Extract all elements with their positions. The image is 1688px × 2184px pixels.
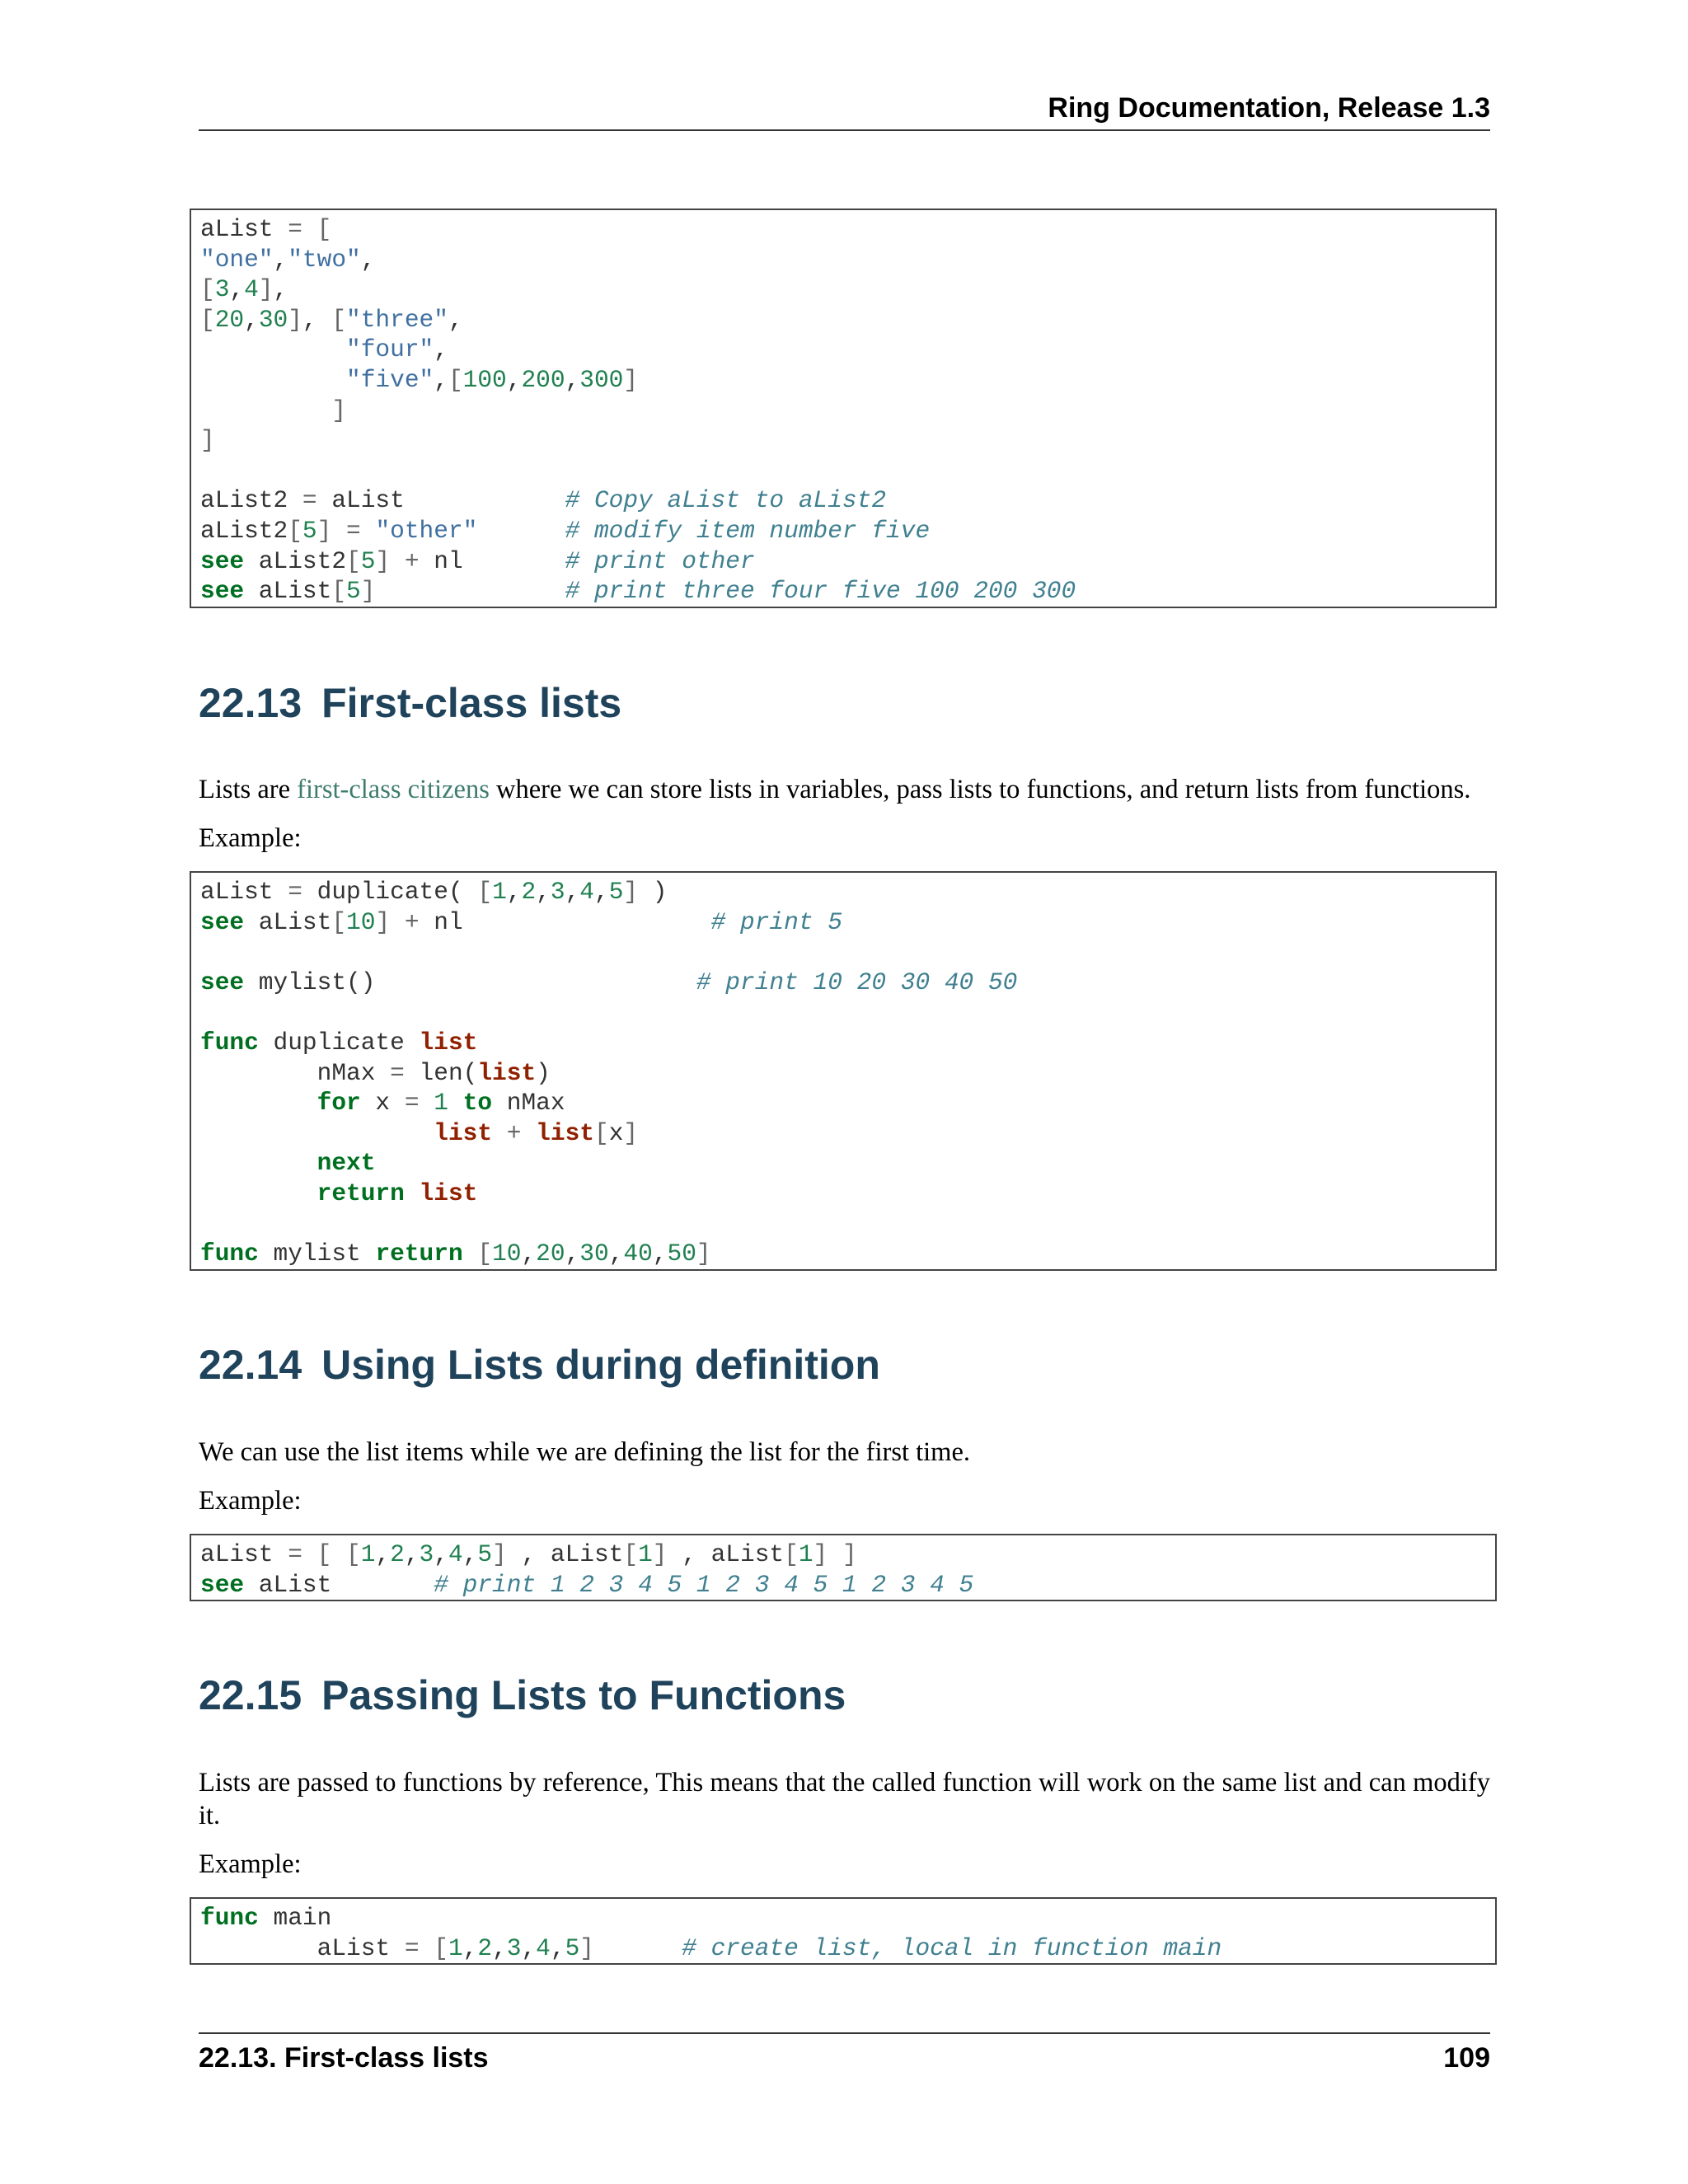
number-token: 4 (244, 275, 259, 304)
operator-token: = (288, 1540, 302, 1568)
page-number: 109 (1443, 2042, 1490, 2074)
code-text: aList (244, 577, 332, 606)
keyword-token: func (200, 1904, 259, 1932)
code-text: , (360, 245, 376, 274)
operator-token: ] (360, 577, 376, 606)
operator-token: [ (331, 305, 347, 334)
operator-token: ] (200, 426, 215, 455)
code-text: , (462, 1540, 478, 1568)
code-text (200, 366, 346, 394)
number-token: 30 (258, 305, 288, 334)
keyword-token: return (316, 1179, 405, 1207)
code-text: , aList (506, 1540, 624, 1568)
code-text: aList2 (200, 516, 288, 545)
comment-token: # print other (565, 546, 755, 575)
operator-token: [ (346, 1540, 361, 1568)
code-text: x (608, 1118, 624, 1147)
number-token: 4 (579, 878, 594, 906)
number-token: 4 (536, 1933, 551, 1962)
paragraph-definition: We can use the list items while we are defining the list for the first time. (199, 1437, 971, 1467)
number-token: 3 (550, 878, 565, 906)
code-text: , (565, 878, 580, 906)
code-text (200, 1179, 317, 1207)
code-text: x (360, 1089, 405, 1118)
code-line (200, 274, 1495, 305)
number-token: 5 (346, 577, 361, 606)
comment-token: # Copy aList to aList2 (565, 486, 887, 515)
code-line (200, 335, 1495, 365)
section-number: 22.13 (199, 680, 302, 726)
operator-token: ] (623, 1118, 639, 1147)
number-token: 5 (608, 878, 624, 906)
code-line (200, 1209, 1495, 1240)
operator-token: [ (331, 907, 347, 936)
code-text (448, 1089, 463, 1117)
comment-token: # print three four five 100 200 300 (565, 577, 1076, 606)
builtin-token: list (536, 1118, 594, 1147)
code-text: nl (419, 907, 711, 936)
code-text (200, 396, 331, 424)
operator-token: ] (258, 275, 274, 304)
keyword-token: func (200, 1028, 259, 1057)
example-label: Example: (199, 1849, 302, 1879)
string-token: "one" (200, 245, 274, 274)
code-text: aList2 (200, 486, 302, 515)
number-token: 5 (477, 1540, 493, 1568)
code-text: , (434, 335, 448, 364)
operator-token: ] (623, 365, 639, 394)
code-text: aList (200, 1540, 288, 1568)
code-text (331, 1540, 346, 1568)
code-block-definition (190, 1534, 1497, 1601)
builtin-token: list (434, 1118, 493, 1147)
code-text (200, 1089, 317, 1117)
number-token: 3 (214, 275, 230, 304)
code-text (420, 1934, 434, 1962)
section-title: Passing Lists to Functions (321, 1672, 846, 1718)
operator-token: ] (316, 516, 332, 545)
operator-token: [ (316, 1540, 332, 1568)
comment-token: # print 5 (710, 907, 842, 936)
code-line (200, 485, 1495, 516)
code-text (420, 1089, 434, 1117)
code-line (200, 1028, 1495, 1058)
code-text: aList (200, 215, 288, 243)
builtin-token: list (477, 1058, 537, 1087)
code-line (200, 1570, 1495, 1601)
string-token: "five" (346, 365, 434, 394)
code-line (200, 365, 1495, 396)
keyword-token: for (316, 1089, 361, 1118)
number-token: 2 (390, 1540, 405, 1568)
code-text: main (258, 1904, 332, 1932)
code-text: , (273, 275, 288, 304)
code-text (477, 517, 565, 545)
code-text: aList2 (244, 546, 347, 575)
keyword-token: return (375, 1240, 463, 1268)
operator-token: ] (331, 396, 347, 424)
code-line (200, 396, 1495, 426)
section-heading-22-14 (199, 1341, 880, 1389)
code-line (200, 1058, 1495, 1089)
code-text: , (448, 305, 463, 334)
operator-token: + (404, 546, 420, 575)
keyword-token: see (200, 577, 245, 606)
code-text: , (565, 1240, 580, 1268)
operator-token: ] (375, 907, 391, 936)
code-line (200, 214, 1495, 245)
code-text: , (565, 365, 580, 394)
number-token: 10 (492, 1240, 522, 1268)
number-token: 1 (448, 1933, 463, 1962)
operator-token: [ (623, 1540, 639, 1568)
operator-token: ] (375, 546, 391, 575)
operator-token: = (302, 486, 317, 515)
example-label: Example: (199, 823, 302, 853)
operator-token: ] (652, 1540, 668, 1568)
code-text: , (521, 1240, 537, 1268)
operator-token: [ (448, 365, 463, 394)
section-heading-22-13 (199, 679, 621, 727)
code-text (361, 517, 376, 545)
code-text: , (506, 365, 522, 394)
builtin-token: list (419, 1028, 478, 1057)
code-text (200, 1119, 434, 1147)
code-text: , (434, 365, 448, 394)
code-text: , aList (667, 1540, 785, 1568)
code-line (200, 425, 1495, 456)
code-text (390, 908, 405, 936)
code-text (200, 1149, 317, 1177)
code-text: , (608, 1240, 624, 1268)
code-line (200, 1148, 1495, 1179)
footer-divider (199, 2032, 1490, 2034)
code-text (302, 215, 317, 243)
code-line (200, 576, 1495, 607)
number-token: 20 (214, 305, 245, 334)
code-line (200, 1118, 1495, 1149)
keyword-token: see (200, 546, 245, 575)
code-block-passing-lists (190, 1897, 1497, 1965)
operator-token: ] (842, 1540, 857, 1568)
comment-token: # print 1 2 3 4 5 1 2 3 4 5 1 2 3 4 5 (434, 1570, 974, 1599)
paragraph-text: where we can store lists in variables, pass lists to functions, and return lists from functions. (489, 775, 1471, 804)
operator-token: [ (316, 215, 332, 243)
code-text: , (462, 1933, 478, 1962)
number-token: 3 (506, 1933, 522, 1962)
number-token: 300 (579, 365, 624, 394)
keyword-token: func (200, 1240, 259, 1268)
operator-token: [ (200, 275, 215, 304)
operator-token: ] (288, 305, 302, 334)
code-text (405, 1179, 420, 1207)
code-line (200, 516, 1495, 546)
code-text: nMax (200, 1058, 391, 1087)
operator-token: = (404, 1933, 420, 1962)
code-text: nMax (492, 1089, 565, 1118)
code-text: , (593, 878, 609, 906)
keyword-token: to (462, 1089, 493, 1118)
string-token: "three" (346, 305, 448, 334)
code-text: aList (244, 1570, 434, 1599)
code-line (200, 1540, 1495, 1570)
code-line (200, 1179, 1495, 1209)
code-block-first-class (190, 871, 1497, 1271)
code-block-list-copy (190, 209, 1497, 608)
keyword-token: see (200, 907, 245, 936)
operator-token: ] (492, 1540, 507, 1568)
code-line (200, 546, 1495, 577)
code-line (200, 305, 1495, 335)
code-line (200, 907, 1495, 938)
code-line (200, 245, 1495, 275)
code-line (200, 1903, 1495, 1933)
keyword-token: next (316, 1149, 376, 1178)
number-token: 2 (477, 1933, 493, 1962)
number-token: 5 (302, 516, 317, 545)
code-text: , (273, 245, 288, 274)
code-text: nl (419, 546, 565, 575)
operator-token: + (506, 1118, 522, 1147)
number-token: 1 (798, 1540, 814, 1568)
paragraph-first-class (199, 773, 1490, 806)
comment-token: # print 10 20 30 40 50 (696, 968, 1018, 996)
number-token: 5 (565, 1933, 580, 1962)
code-text: aList (200, 1933, 405, 1962)
number-token: 5 (360, 546, 376, 575)
code-text: , (404, 1540, 420, 1568)
number-token: 100 (462, 365, 507, 394)
operator-token: ] (696, 1240, 711, 1268)
code-text: aList (200, 878, 288, 906)
number-token: 1 (360, 1540, 376, 1568)
code-line (200, 997, 1495, 1028)
code-text (463, 1240, 478, 1268)
operator-token: ] (579, 1933, 594, 1962)
section-title: First-class lists (321, 680, 622, 726)
code-line (200, 877, 1495, 907)
operator-token: [ (477, 878, 493, 906)
operator-token: = (404, 1089, 420, 1118)
operator-token: = (346, 516, 361, 545)
code-line (200, 1239, 1495, 1269)
code-line (200, 968, 1495, 998)
number-token: 40 (623, 1240, 653, 1268)
section-number: 22.15 (199, 1672, 302, 1718)
string-token: "other" (375, 516, 478, 545)
code-text: ) (536, 1058, 551, 1087)
code-text: , (550, 1933, 565, 1962)
number-token: 4 (448, 1540, 463, 1568)
code-text (594, 1934, 682, 1962)
code-text: duplicate (258, 1028, 420, 1057)
code-text: , (434, 1540, 448, 1568)
comment-token: # create list, local in function main (682, 1933, 1222, 1962)
first-class-citizens-link[interactable]: first-class citizens (297, 775, 490, 804)
number-token: 10 (346, 907, 376, 936)
operator-token: = (288, 878, 302, 906)
operator-token: ] (813, 1540, 828, 1568)
code-text (492, 1119, 507, 1147)
code-line (200, 1933, 1495, 1964)
code-text: , (492, 1933, 507, 1962)
code-line (200, 937, 1495, 968)
header-divider (199, 129, 1490, 131)
example-label: Example: (199, 1486, 302, 1516)
code-text: len( (404, 1058, 478, 1087)
code-text (331, 517, 346, 545)
operator-token: ] (623, 878, 639, 906)
code-text (302, 1540, 317, 1568)
code-text: ) (638, 878, 668, 906)
comment-token: # modify item number five (565, 516, 931, 545)
code-text: , (244, 305, 259, 334)
operator-token: [ (346, 546, 361, 575)
operator-token: + (404, 907, 420, 936)
operator-token: [ (331, 577, 347, 606)
paragraph-text: Lists are (199, 775, 298, 804)
code-text (521, 1119, 536, 1147)
number-token: 30 (579, 1240, 609, 1268)
number-token: 50 (667, 1240, 696, 1268)
builtin-token: list (419, 1179, 478, 1207)
operator-token: = (390, 1058, 405, 1087)
number-token: 1 (492, 878, 507, 906)
section-title: Using Lists during definition (321, 1342, 880, 1388)
footer-section-title: 22.13. First-class lists (199, 2042, 489, 2074)
code-text: aList (244, 907, 332, 936)
code-text: , (536, 878, 551, 906)
code-text (390, 547, 405, 575)
string-token: "two" (288, 245, 361, 274)
keyword-token: see (200, 1570, 245, 1599)
code-text: , (521, 1933, 537, 1962)
number-token: 2 (521, 878, 537, 906)
operator-token: [ (477, 1240, 493, 1268)
code-text: duplicate( (302, 878, 478, 906)
number-token: 3 (419, 1540, 434, 1568)
section-heading-22-15 (199, 1671, 846, 1719)
operator-token: [ (434, 1933, 448, 1962)
operator-token: [ (200, 305, 215, 334)
operator-token: [ (593, 1118, 609, 1147)
code-text (200, 335, 346, 363)
string-token: "four" (346, 335, 434, 364)
code-text: aList (316, 486, 565, 515)
code-text: , (652, 1240, 668, 1268)
code-line (200, 1088, 1495, 1118)
operator-token: [ (288, 516, 302, 545)
operator-token: [ (784, 1540, 799, 1568)
running-header-title: Ring Documentation, Release 1.3 (1048, 92, 1490, 124)
code-text: , (375, 1540, 391, 1568)
code-line (200, 456, 1495, 486)
number-token: 1 (638, 1540, 653, 1568)
code-text: , (506, 878, 522, 906)
code-text (828, 1540, 842, 1568)
number-token: 20 (536, 1240, 565, 1268)
code-text: mylist() (244, 968, 696, 996)
number-token: 1 (434, 1089, 448, 1118)
code-text: , (229, 275, 245, 304)
code-text: , (302, 305, 332, 334)
number-token: 200 (521, 365, 565, 394)
code-text (375, 577, 565, 605)
code-text: mylist (258, 1240, 376, 1268)
keyword-token: see (200, 968, 245, 996)
section-number: 22.14 (199, 1342, 302, 1388)
operator-token: = (288, 215, 302, 243)
paragraph-passing-lists: Lists are passed to functions by reference, This means that the called function will work on the same list and can modify it. (199, 1768, 1490, 1830)
